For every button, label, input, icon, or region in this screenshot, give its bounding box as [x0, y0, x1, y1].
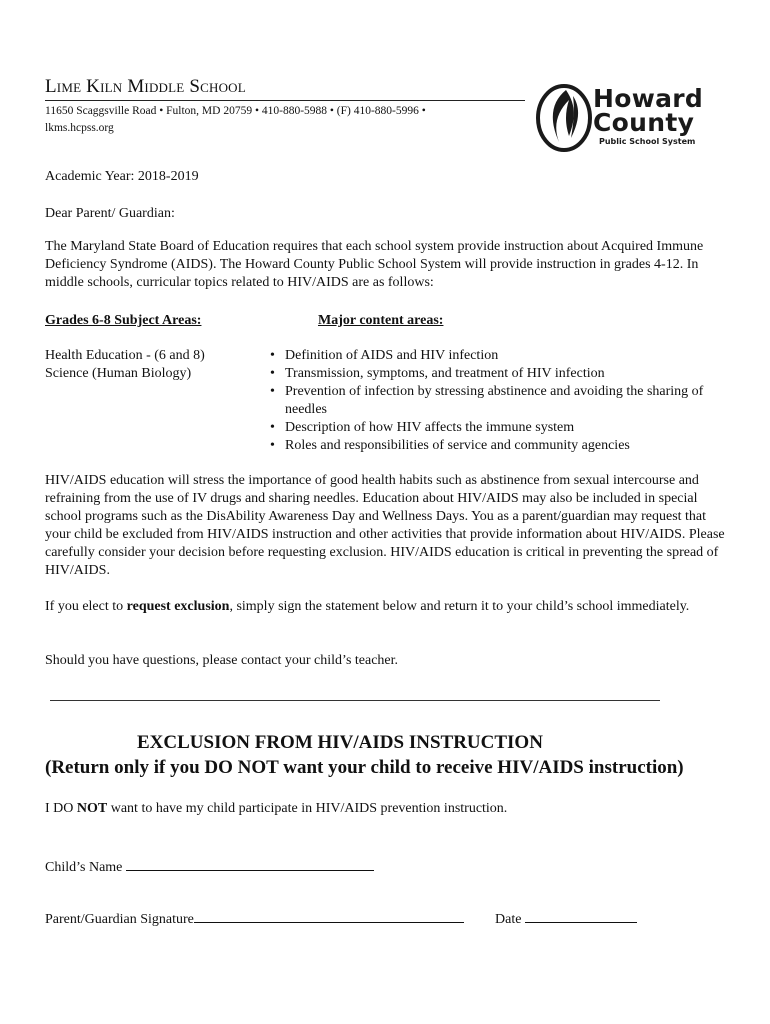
- tear-off-divider: [50, 700, 660, 701]
- exclusion-text-bold: request exclusion: [126, 599, 230, 614]
- child-name-label: Child’s Name: [45, 860, 123, 875]
- signature-label: Parent/Guardian Signature: [45, 912, 194, 927]
- address-line-1: 11650 Scaggsville Road • Fulton, MD 20759 • 410-880-5988 • (F) 410-880-5996 •: [45, 105, 426, 117]
- intro-paragraph: The Maryland State Board of Education requires that each school system provide instruction about Acquired Immune Deficiency Syndrome (AIDS). The Howard County Public School System will provide instruction in grades 4-12. In middle schools, curricular topics related to HIV/AIDS are as follows:: [45, 239, 704, 290]
- statement-post: want to have my child participate in HIV/AIDS prevention instruction.: [107, 801, 508, 816]
- exclusion-text-pre: If you elect to: [45, 599, 127, 614]
- logo-subtitle: Public School System: [599, 137, 696, 146]
- subjects-heading: Grades 6-8 Subject Areas:: [45, 313, 202, 328]
- district-logo: [535, 82, 730, 154]
- statement-pre: I DO: [45, 801, 77, 816]
- subject-item: Health Education - (6 and 8): [45, 348, 205, 363]
- statement-bold: NOT: [76, 801, 108, 816]
- child-name-row: [45, 856, 374, 877]
- school-address: [45, 103, 426, 137]
- exclusion-instructions: [45, 598, 735, 616]
- school-name: Lime Kiln Middle School: [45, 76, 246, 97]
- address-line-2: lkms.hcpss.org: [45, 122, 114, 134]
- signature-field[interactable]: [194, 908, 464, 923]
- questions-note: Should you have questions, please contact your child’s teacher.: [45, 653, 399, 668]
- header-rule: [45, 100, 525, 101]
- signature-row: [45, 908, 464, 929]
- exclusion-form-title: [45, 730, 735, 780]
- exclusion-statement: [45, 800, 507, 818]
- academic-year: Academic Year: 2018-2019: [45, 169, 199, 184]
- child-name-field[interactable]: [126, 856, 374, 871]
- content-area-item: • Definition of AIDS and HIV infection: [265, 347, 735, 365]
- content-area-item: • Prevention of infection by stressing abstinence and avoiding the sharing of needles: [265, 383, 735, 419]
- content-area-item: • Roles and responsibilities of service and community agencies: [265, 437, 735, 455]
- exclusion-text-post: , simply sign the statement below and return it to your child’s school immediately.: [229, 599, 690, 614]
- logo-word-howard: Howard: [593, 84, 704, 113]
- education-paragraph: HIV/AIDS education will stress the importance of good health habits such as abstinence from sexual intercourse and refraining from the use of IV drugs and sharing needles. Education about HIV/AIDS may also be included in special school programs such as the DisAbility Awareness Day and Wellness Days. You as a parent/guardian may request that your child be excluded from HIV/AIDS instruction and other activities that provide information about HIV/AIDS. Please carefully consider your decision before requesting exclusion. HIV/AIDS education is critical in preventing the spread of HIV/AIDS.: [45, 473, 725, 578]
- date-field[interactable]: [525, 908, 637, 923]
- content-areas-heading: Major content areas:: [318, 313, 444, 328]
- date-row: [495, 908, 637, 929]
- logo-word-county: County: [593, 108, 695, 137]
- content-area-list: [265, 347, 735, 455]
- content-area-item: • Transmission, symptoms, and treatment of HIV infection: [265, 365, 735, 383]
- subject-list: [45, 347, 205, 383]
- greeting: Dear Parent/ Guardian:: [45, 206, 175, 221]
- exclusion-title-line-1: EXCLUSION FROM HIV/AIDS INSTRUCTION: [137, 732, 543, 753]
- exclusion-title-line-2: (Return only if you DO NOT want your child to receive HIV/AIDS instruction): [45, 757, 684, 778]
- date-label: Date: [495, 912, 522, 927]
- content-area-item: • Description of how HIV affects the immune system: [265, 419, 735, 437]
- subject-item: Science (Human Biology): [45, 366, 192, 381]
- flame-torch-icon: [535, 82, 593, 154]
